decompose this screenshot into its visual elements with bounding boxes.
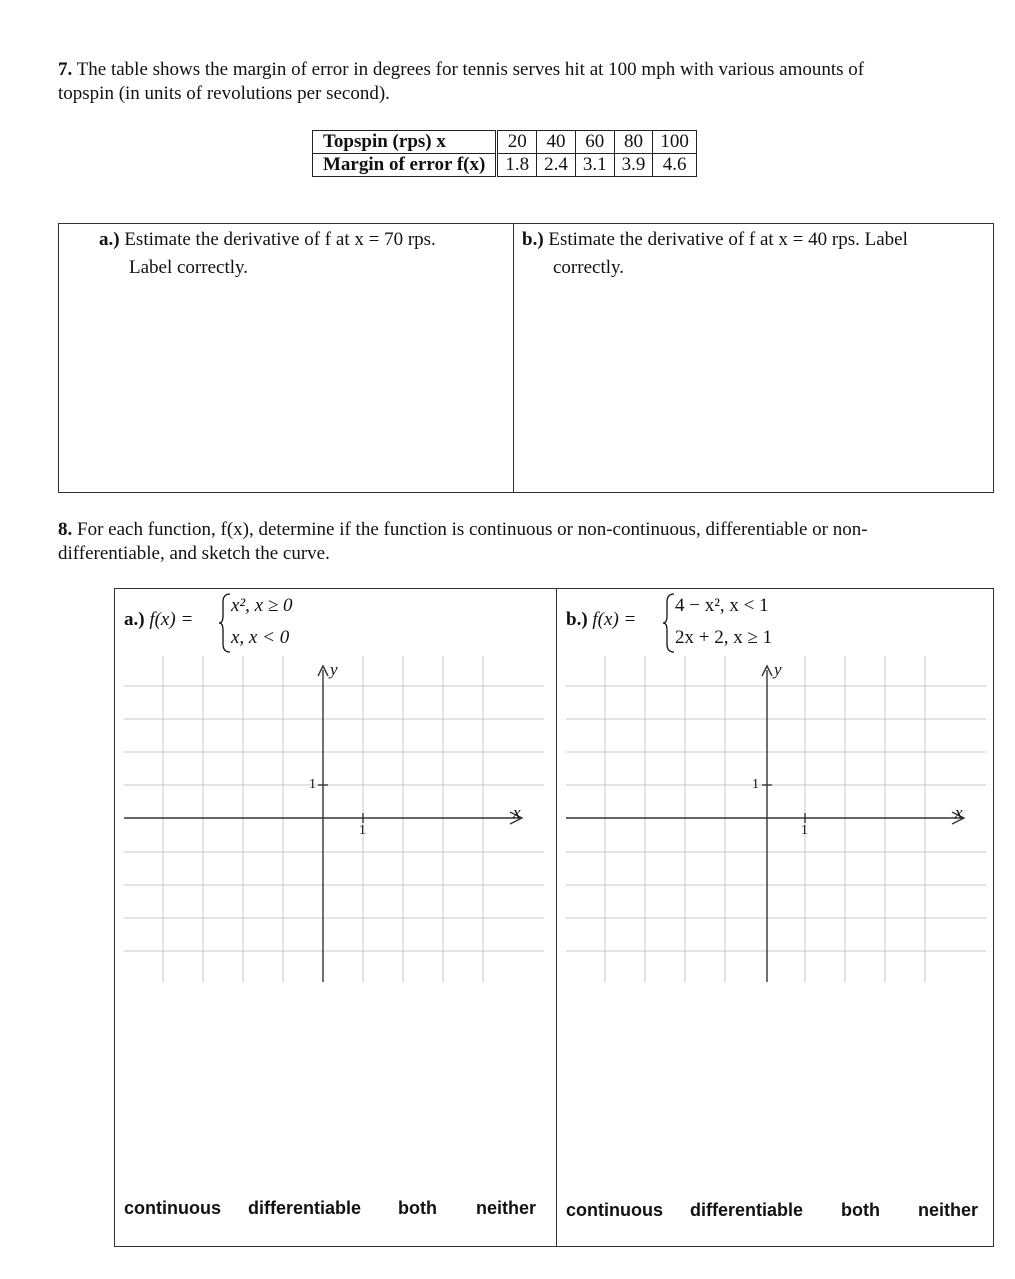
q7a-prompt — [99, 226, 436, 282]
q7-prompt — [58, 58, 958, 106]
q8a-coordinate-grid[interactable] — [120, 652, 550, 987]
q7a-answer-box[interactable] — [58, 223, 514, 493]
choice-continuous[interactable]: continuous — [566, 1200, 663, 1220]
row-label-margin: Margin of error f(x) — [313, 154, 497, 177]
q8a-fx: f(x) = — [149, 609, 194, 630]
q8a-tick-x-label: 1 — [359, 823, 366, 838]
table-cell: 80 — [614, 131, 653, 154]
q8b-case2: 2x + 2, x ≥ 1 — [675, 627, 773, 648]
q8-text-line1: For each function, f(x), determine if the function is continuous or non-continuous, differentiable or non- — [77, 519, 868, 540]
q8a-axis-y-label: y — [330, 660, 338, 679]
q7a-label: a.) — [99, 229, 120, 250]
choice-differentiable[interactable]: differentiable — [690, 1200, 804, 1220]
choice-both[interactable]: both — [841, 1200, 880, 1220]
q8b-label: b.) — [566, 609, 588, 630]
table-cell: 3.9 — [614, 154, 653, 177]
table-cell: 60 — [575, 131, 614, 154]
table-cell: 4.6 — [653, 154, 697, 177]
choice-neither[interactable]: neither — [476, 1198, 537, 1218]
q8b-case1: 4 − x², x < 1 — [675, 595, 769, 616]
q8-prompt — [58, 518, 978, 566]
q8b-axis-x-label: x — [955, 803, 963, 822]
q8a-case2: x, x < 0 — [231, 627, 290, 648]
q7b-prompt — [522, 226, 908, 282]
q8-number: 8. — [58, 519, 73, 540]
choice-neither[interactable]: neither — [918, 1200, 979, 1220]
q7a-line1: Estimate the derivative of f at x = 70 rps. — [124, 229, 436, 250]
choice-both[interactable]: both — [398, 1198, 437, 1218]
q8a-tick-y-label: 1 — [309, 777, 316, 792]
q8a-case1: x², x ≥ 0 — [231, 595, 293, 616]
q8a-label-row — [124, 609, 193, 631]
table-cell: 40 — [537, 131, 576, 154]
q7-text-line2: topspin (in units of revolutions per second). — [58, 83, 390, 104]
q8b-coordinate-grid[interactable] — [562, 652, 992, 987]
q8a-brace-icon — [218, 592, 232, 654]
table-cell: 100 — [653, 131, 697, 154]
q8b-axis-y-label: y — [774, 660, 782, 679]
table-cell: 20 — [497, 131, 537, 154]
q8a-axis-x-label: x — [513, 803, 521, 822]
q7-text-line1: The table shows the margin of error in degrees for tennis serves hit at 100 mph with various amounts of — [76, 59, 865, 80]
row-label-topspin: Topspin (rps) x — [313, 131, 497, 154]
choice-differentiable[interactable]: differentiable — [248, 1198, 362, 1218]
q7b-label: b.) — [522, 229, 544, 250]
q8b-brace-icon — [662, 592, 676, 654]
q8b-tick-y-label: 1 — [752, 777, 759, 792]
table-row-f — [313, 154, 697, 177]
q7b-line1: Estimate the derivative of f at x = 40 rps. Label — [548, 229, 908, 250]
q7a-line2: Label correctly. — [129, 257, 249, 278]
q8a-label: a.) — [124, 609, 145, 630]
choice-continuous[interactable]: continuous — [124, 1198, 221, 1218]
table-cell: 1.8 — [497, 154, 537, 177]
topspin-table — [312, 130, 697, 177]
q7-number: 7. — [58, 59, 73, 80]
q8b-fx: f(x) = — [592, 609, 637, 630]
q7b-answer-box[interactable] — [513, 223, 994, 493]
table-row-x — [313, 131, 697, 154]
q8-text-line2: differentiable, and sketch the curve. — [58, 543, 330, 564]
q8b-tick-x-label: 1 — [801, 823, 808, 838]
q8b-label-row — [566, 609, 636, 631]
table-cell: 3.1 — [575, 154, 614, 177]
table-cell: 2.4 — [537, 154, 576, 177]
q7b-line2: correctly. — [553, 257, 625, 278]
